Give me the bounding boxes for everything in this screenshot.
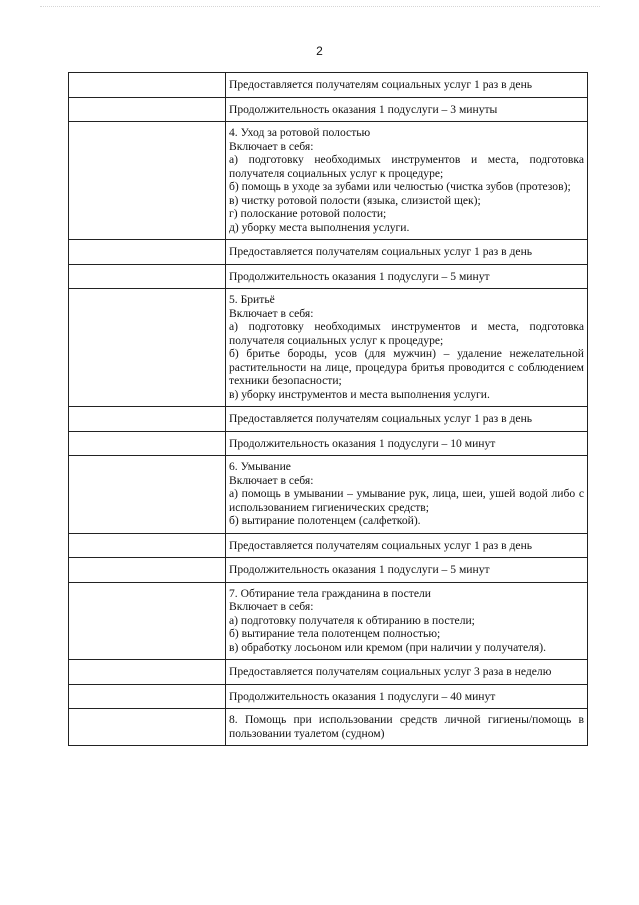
scan-artifact-line (40, 6, 600, 8)
table-row (69, 97, 588, 122)
empty-left-cell (69, 431, 226, 456)
text-line: Предоставляется получателям социальных услуг 1 раз в день (229, 245, 533, 258)
text-line: б) вытирание тела полотенцем полностью; (229, 627, 441, 640)
table-row (69, 533, 588, 558)
table-row (69, 558, 588, 583)
service-title: 6. Умывание (229, 460, 291, 473)
table-row (69, 431, 588, 456)
text-line: а) подготовку получателя к обтиранию в постели; (229, 613, 475, 627)
text-line: Включает в себя: (229, 600, 314, 613)
service-description-cell (226, 456, 588, 534)
table-row (69, 582, 588, 660)
table-row (69, 122, 588, 240)
service-description-cell (226, 122, 588, 240)
text-line: д) уборку места выполнения услуги. (229, 220, 410, 234)
empty-left-cell (69, 456, 226, 534)
text-line: Продолжительность оказания 1 подуслуги – 40 минут (229, 689, 496, 703)
table-row (69, 684, 588, 709)
table-row (69, 456, 588, 534)
text-line: а) помощь в умывании – умывание рук, лица, шеи, ушей водой либо с использованием гигиенических средств; (229, 487, 584, 514)
services-table (68, 72, 588, 746)
text-line: Предоставляется получателям социальных услуг 1 раз в день (229, 412, 533, 425)
text-line: б) помощь в уходе за зубами или челюстью (чистка зубов (протезов); (229, 180, 571, 193)
text-line: а) подготовку необходимых инструментов и места, подготовка получателя социальных услуг к процедуре; (229, 153, 584, 180)
service-info-cell (226, 660, 588, 685)
text-line: Предоставляется получателям социальных услуг 1 раз в день (229, 78, 533, 91)
service-info-cell (226, 533, 588, 558)
text-line: Продолжительность оказания 1 подуслуги – 5 минут (229, 563, 490, 576)
text-line: Предоставляется получателям социальных услуг 1 раз в день (229, 538, 533, 552)
empty-left-cell (69, 582, 226, 660)
empty-left-cell (69, 407, 226, 432)
empty-left-cell (69, 73, 226, 98)
service-title: 8. Помощь при использовании средств личной гигиены/помощь в пользовании туалетом (судном) (229, 713, 584, 740)
table-row (69, 240, 588, 265)
service-info-cell (226, 431, 588, 456)
service-info-cell (226, 684, 588, 709)
empty-left-cell (69, 122, 226, 240)
text-line: а) подготовку необходимых инструментов и места, подготовка получателя социальных услуг к процедуре; (229, 320, 584, 347)
text-line: в) чистку ротовой полости (языка, слизистой щек); (229, 193, 481, 207)
text-line: в) обработку лосьоном или кремом (при наличии у получателя). (229, 640, 547, 654)
empty-left-cell (69, 709, 226, 746)
service-info-cell (226, 264, 588, 289)
empty-left-cell (69, 660, 226, 685)
service-title: 7. Обтирание тела гражданина в постели (229, 586, 431, 600)
text-line: Включает в себя: (229, 139, 314, 153)
service-description-cell (226, 289, 588, 407)
text-line: Включает в себя: (229, 473, 314, 487)
service-info-cell (226, 240, 588, 265)
service-title: 5. Бритьё (229, 293, 275, 306)
empty-left-cell (69, 289, 226, 407)
text-line: б) вытирание полотенцем (салфеткой). (229, 514, 421, 527)
service-info-cell (226, 407, 588, 432)
service-title: 4. Уход за ротовой полостью (229, 126, 371, 139)
empty-left-cell (69, 533, 226, 558)
page-number: 2 (316, 44, 323, 58)
text-line: Продолжительность оказания 1 подуслуги – 10 минут (229, 436, 496, 450)
text-line: Включает в себя: (229, 306, 314, 320)
text-line: г) полоскание ротовой полости; (229, 207, 387, 220)
text-line: Предоставляется получателям социальных услуг 3 раза в неделю (229, 665, 552, 678)
empty-left-cell (69, 558, 226, 583)
table-row (69, 660, 588, 685)
table-row (69, 73, 588, 98)
service-description-cell (226, 709, 588, 746)
table-row (69, 709, 588, 746)
service-info-cell (226, 558, 588, 583)
text-line: Продолжительность оказания 1 подуслуги – 5 минут (229, 269, 490, 283)
table-row (69, 264, 588, 289)
empty-left-cell (69, 264, 226, 289)
service-description-cell (226, 582, 588, 660)
service-info-cell (226, 73, 588, 98)
empty-left-cell (69, 240, 226, 265)
text-line: Продолжительность оказания 1 подуслуги – 3 минуты (229, 102, 498, 116)
table-row (69, 407, 588, 432)
text-line: б) бритье бороды, усов (для мужчин) – удаление нежелательной растительности на лице, процедура бритья проводится с соблюдением техники безопасности; (229, 347, 584, 387)
table-row (69, 289, 588, 407)
empty-left-cell (69, 684, 226, 709)
text-line: в) уборку инструментов и места выполнения услуги. (229, 387, 490, 401)
empty-left-cell (69, 97, 226, 122)
service-info-cell (226, 97, 588, 122)
services-table-body (69, 73, 588, 746)
